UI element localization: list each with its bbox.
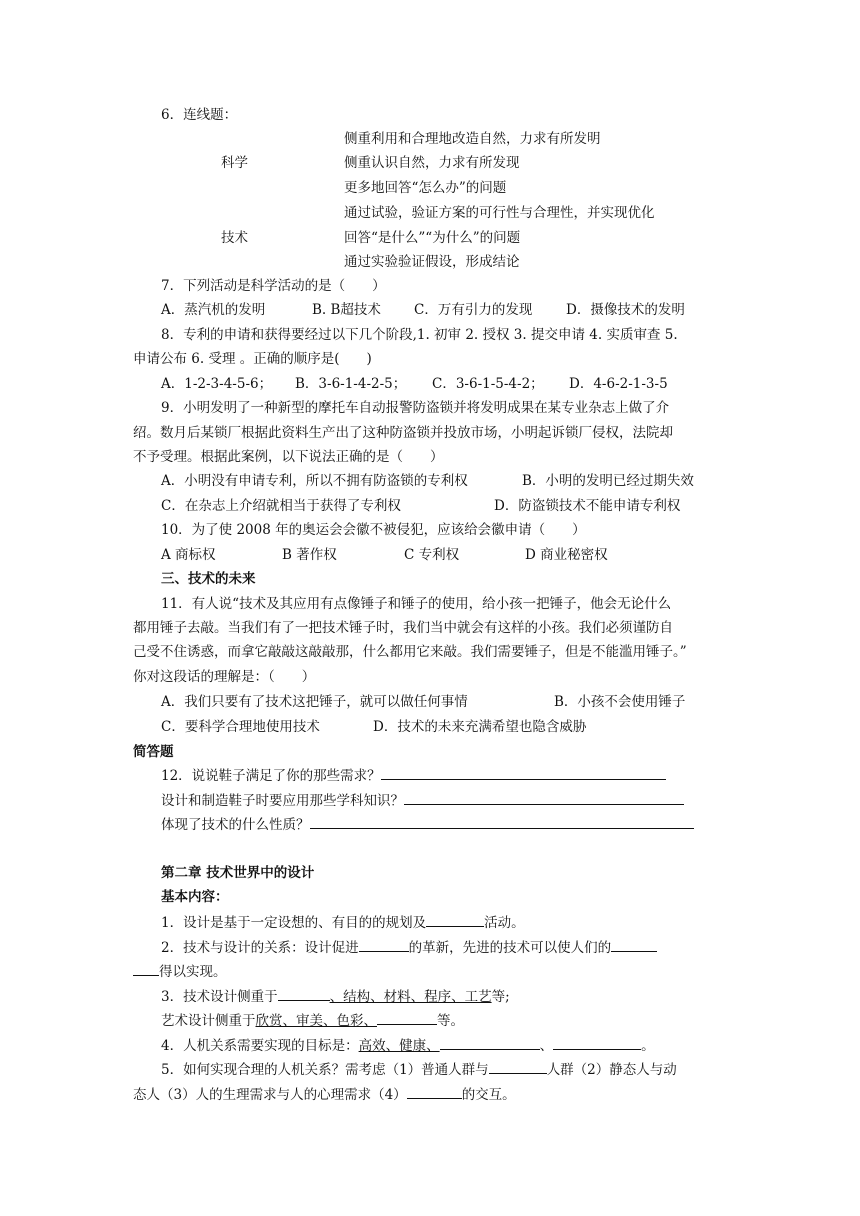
ch2-item-5 [161, 1059, 677, 1080]
q12-line-b [161, 790, 684, 811]
q7-option-c: C．万有引力的发现 [414, 302, 533, 318]
ch2-item-2-cont [133, 961, 227, 982]
q11-stem-line4: 你对这段话的理解是：（ ） [133, 669, 316, 685]
ch2-item-5-tail: 的交互。 [461, 1087, 516, 1103]
q10-stem: 10．为了使 2008 年的奥运会会徽不被侵犯，应该给会徽申请（ ） [161, 522, 586, 538]
chapter-title: 第二章 技术世界中的设计 [161, 865, 315, 881]
q9-stem-line3: 不予受理。根据此案例，以下说法正确的是（ ） [133, 449, 444, 465]
q12-question-b: 设计和制造鞋子时要应用那些学科知识？ [161, 793, 404, 809]
q10-option-d: D 商业秘密权 [525, 547, 608, 563]
ch2-item-3-tail: 等; [491, 989, 510, 1005]
q12-answer-blank-c[interactable] [310, 814, 694, 829]
ch2-item-1 [161, 912, 525, 933]
q7-option-a: A．蒸汽机的发明 [161, 302, 266, 318]
q11-stem-line2: 都用锤子去敲。当我们有了一把技术锤子时，我们当中就会有这样的小孩。我们必须谨防自 [133, 620, 673, 636]
ch2-item-3-underlined: 、结构、材料、程序、工艺 [329, 989, 492, 1005]
ch2-item-4-blank-1[interactable] [440, 1035, 540, 1050]
q6-left-technology: 技术 [221, 230, 248, 246]
q6-left-science: 科学 [221, 155, 248, 171]
q10-option-c: C 专利权 [404, 547, 460, 563]
q7-option-d: D．摄像技术的发明 [566, 302, 685, 318]
q6-right-4: 通过试验，验证方案的可行性与合理性，并实现优化 [344, 205, 655, 221]
ch2-item-5-cont-text: 态人（3）人的生理需求与人的心理需求（4） [133, 1087, 407, 1103]
ch2-item-2 [161, 937, 657, 958]
q8-option-c: C．3-6-1-5-4-2； [432, 376, 544, 392]
ch2-item-2-blank-2-cont[interactable] [133, 961, 159, 976]
q12-line-c [161, 814, 694, 835]
q12-question-a: 12．说说鞋子满足了你的那些需求？ [161, 768, 381, 784]
q7-option-b: B. B超技术 [312, 302, 381, 318]
ch2-item-1-tail: 活动。 [484, 915, 525, 931]
ch2-item-2-mid: 的革新，先进的技术可以使人们的 [408, 940, 612, 956]
q12-question-c: 体现了技术的什么性质？ [161, 817, 310, 833]
ch2-item-5-mid: 人群（2）静态人与动 [546, 1062, 677, 1078]
ch2-item-3-text: 3．技术设计侧重于 [161, 989, 278, 1005]
ch2-item-3-art [161, 1010, 464, 1031]
basic-content-heading: 基本内容： [161, 889, 229, 905]
q9-option-c: C．在杂志上介绍就相当于获得了专利权 [161, 498, 401, 514]
ch2-item-4-sep: 、 [539, 1038, 554, 1054]
ch2-item-4 [161, 1035, 655, 1056]
q8-option-a: A．1-2-3-4-5-6； [161, 376, 273, 392]
q10-option-a: A 商标权 [161, 547, 216, 563]
ch2-item-1-blank[interactable] [426, 912, 484, 927]
q11-stem-line1: 11．有人说“技术及其应用有点像锤子和锤子的使用，给小孩一把锤子，他会无论什么 [161, 596, 672, 612]
ch2-item-5-blank-2[interactable] [407, 1084, 462, 1099]
q9-option-d: D．防盗锁技术不能申请专利权 [494, 498, 681, 514]
q12-line-a [161, 765, 666, 786]
ch2-item-2-blank-2[interactable] [611, 937, 657, 952]
ch2-item-3-art-text: 艺术设计侧重于 [161, 1013, 256, 1029]
q7-stem: 7．下列活动是科学活动的是（ ） [161, 278, 386, 294]
ch2-item-1-text: 1．设计是基于一定设想的、有目的的规划及 [161, 915, 427, 931]
ch2-item-5-cont [133, 1084, 516, 1105]
q11-option-a: A．我们只要有了技术这把锤子，就可以做任何事情 [161, 694, 468, 710]
q6-right-1: 侧重利用和合理地改造自然，力求有所发明 [344, 131, 601, 147]
q6-right-2: 侧重认识自然，力求有所发现 [344, 155, 520, 171]
q8-option-d: D．4-6-2-1-3-5 [569, 376, 668, 392]
ch2-item-3-blank-1[interactable] [278, 986, 330, 1001]
ch2-item-2-tail: 得以实现。 [159, 964, 227, 980]
ch2-item-2-blank-1[interactable] [359, 937, 409, 952]
q11-option-d: D．技术的未来充满希望也隐含威胁 [373, 719, 587, 735]
section-heading-future: 三、技术的未来 [161, 571, 256, 587]
ch2-item-3-art-tail: 等。 [437, 1013, 464, 1029]
ch2-item-4-text: 4．人机关系需要实现的目标是： [161, 1038, 359, 1054]
q6-right-5: 回答“是什么”“为什么”的问题 [344, 230, 521, 246]
q8-option-b: B．3-6-1-4-2-5； [295, 376, 407, 392]
q11-stem-line3: 己受不住诱惑，而拿它敲敲这敲敲那，什么都用它来敲。我们需要锤子，但是不能滥用锤子。” [133, 644, 687, 660]
q6-right-6: 通过实验验证假设，形成结论 [344, 254, 520, 270]
ch2-item-4-tail: 。 [641, 1038, 655, 1054]
q8-stem-line2: 申请公布 6. 受理 。正确的顺序是( ) [133, 351, 372, 367]
ch2-item-2-text: 2．技术与设计的关系：设计促进 [161, 940, 359, 956]
ch2-item-5-blank-1[interactable] [489, 1059, 547, 1074]
section-heading-short-answer: 简答题 [133, 744, 174, 760]
ch2-item-3-blank-2[interactable] [377, 1010, 437, 1025]
ch2-item-3 [161, 986, 510, 1007]
ch2-item-5-text: 5．如何实现合理的人机关系？需考虑（1）普通人群与 [161, 1062, 489, 1078]
q9-stem-line2: 绍。数月后某锁厂根据此资料生产出了这种防盗锁并投放市场，小明起诉锁厂侵权，法院却 [133, 425, 673, 441]
ch2-item-3-art-underlined: 欣赏、审美、色彩、 [255, 1013, 377, 1029]
q9-option-a: A．小明没有申请专利，所以不拥有防盗锁的专利权 [161, 473, 468, 489]
ch2-item-4-blank-2[interactable] [553, 1035, 641, 1050]
q9-stem-line1: 9．小明发明了一种新型的摩托车自动报警防盗锁并将发明成果在某专业杂志上做了介 [161, 400, 670, 416]
ch2-item-4-underlined: 高效、健康、 [358, 1038, 440, 1054]
q10-option-b: B 著作权 [282, 547, 337, 563]
q9-option-b: B．小明的发明已经过期失效 [522, 473, 694, 489]
q6-right-3: 更多地回答“怎么办”的问题 [344, 180, 507, 196]
q6-title: 6．连线题： [161, 107, 238, 123]
q11-option-c: C．要科学合理地使用技术 [161, 719, 320, 735]
q8-stem-line1: 8．专利的申请和获得要经过以下几个阶段,1. 初审 2. 授权 3. 提交申请 4. 实质审查 5. [161, 327, 678, 343]
q12-answer-blank-b[interactable] [404, 790, 684, 805]
q11-option-b: B．小孩不会使用锤子 [554, 694, 686, 710]
q12-answer-blank-a[interactable] [381, 765, 666, 780]
